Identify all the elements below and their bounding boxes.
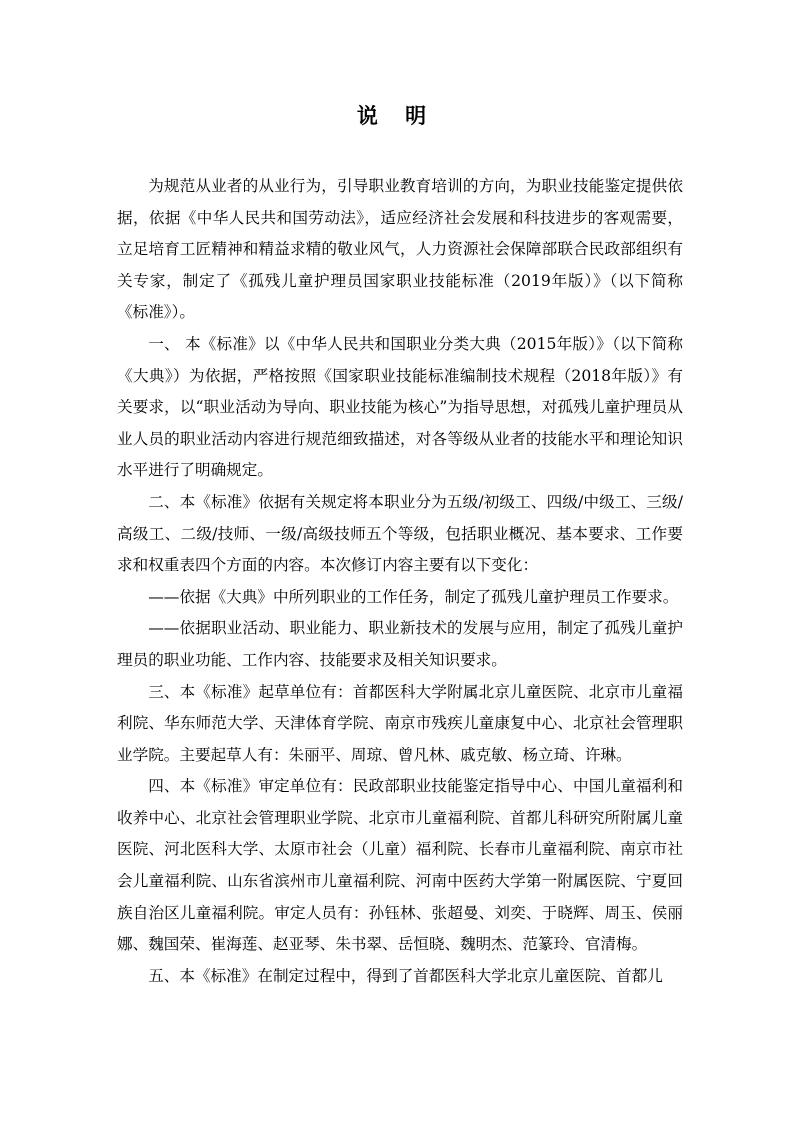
page-title: 说 明 [356,103,437,128]
paragraph-section-5: 五、本《标准》在制定过程中，得到了首都医科大学北京儿童医院、首都儿 [148,966,663,985]
paragraph-change-item-2: ——依据职业活动、职业能力、职业新技术的发展与应用，制定了孤残儿童护理员的职业功能、工作内容、技能要求及相关知识要求。 [117,619,683,669]
paragraph-section-3: 三、本《标准》起草单位有：首都医科大学附属北京儿童医院、北京市儿童福利院、华东师范大学、天津体育学院、南京市残疾儿童康复中心、北京社会管理职业学院。主要起草人有：朱丽平、周琼、曾凡林、戚克敏、杨立琦、许琳。 [117,682,683,764]
paragraph-change-item-1: ——依据《大典》中所列职业的工作任务，制定了孤残儿童护理员工作要求。 [148,587,679,606]
paragraph-section-1: 一、 本《标准》以《中华人民共和国职业分类大典（2015年版）》（以下简称《大典》）为依据，严格按照《国家职业技能标准编制技术规程（2018年版）》有关要求，以“职业活动为导向、职业技能为核心”为指导思想，对孤残儿童护理员从业人员的职业活动内容进行规范细致描述，对各等级从业者的技能水平和理论知识水平进行了明确规定。 [117,334,683,480]
intro-paragraph: 为规范从业者的从业行为，引导职业教育培训的方向，为职业技能鉴定提供依据，依据《中华人民共和国劳动法》，适应经济社会发展和科技进步的客观需要，立足培育工匠精神和精益求精的敬业风气，人力资源社会保障部联合民政部组织有关专家，制定了《孤残儿童护理员国家职业技能标准（2019年版）》（以下简称《标准》）。 [117,177,683,322]
paragraph-section-2: 二、本《标准》依据有关规定将本职业分为五级/初级工、四级/中级工、三级/高级工、二级/技师、一级/高级技师五个等级，包括职业概况、基本要求、工作要求和权重表四个方面的内容。本次修订内容主要有以下变化： [117,492,683,575]
document-body [117,171,683,992]
paragraph-section-4: 四、本《标准》审定单位有：民政部职业技能鉴定指导中心、中国儿童福利和收养中心、北京社会管理职业学院、北京市儿童福利院、首都儿科研究所附属儿童医院、河北医科大学、太原市社会（儿童）福利院、长春市儿童福利院、南京市社会儿童福利院、山东省滨州市儿童福利院、河南中医药大学第一附属医院、宁夏回族自治区儿童福利院。审定人员有：孙钰林、张超曼、刘奕、于晓辉、周玉、侯丽娜、魏国荣、崔海莲、赵亚琴、朱书翠、岳恒晓、魏明杰、范篆玲、官清梅。 [117,777,683,954]
